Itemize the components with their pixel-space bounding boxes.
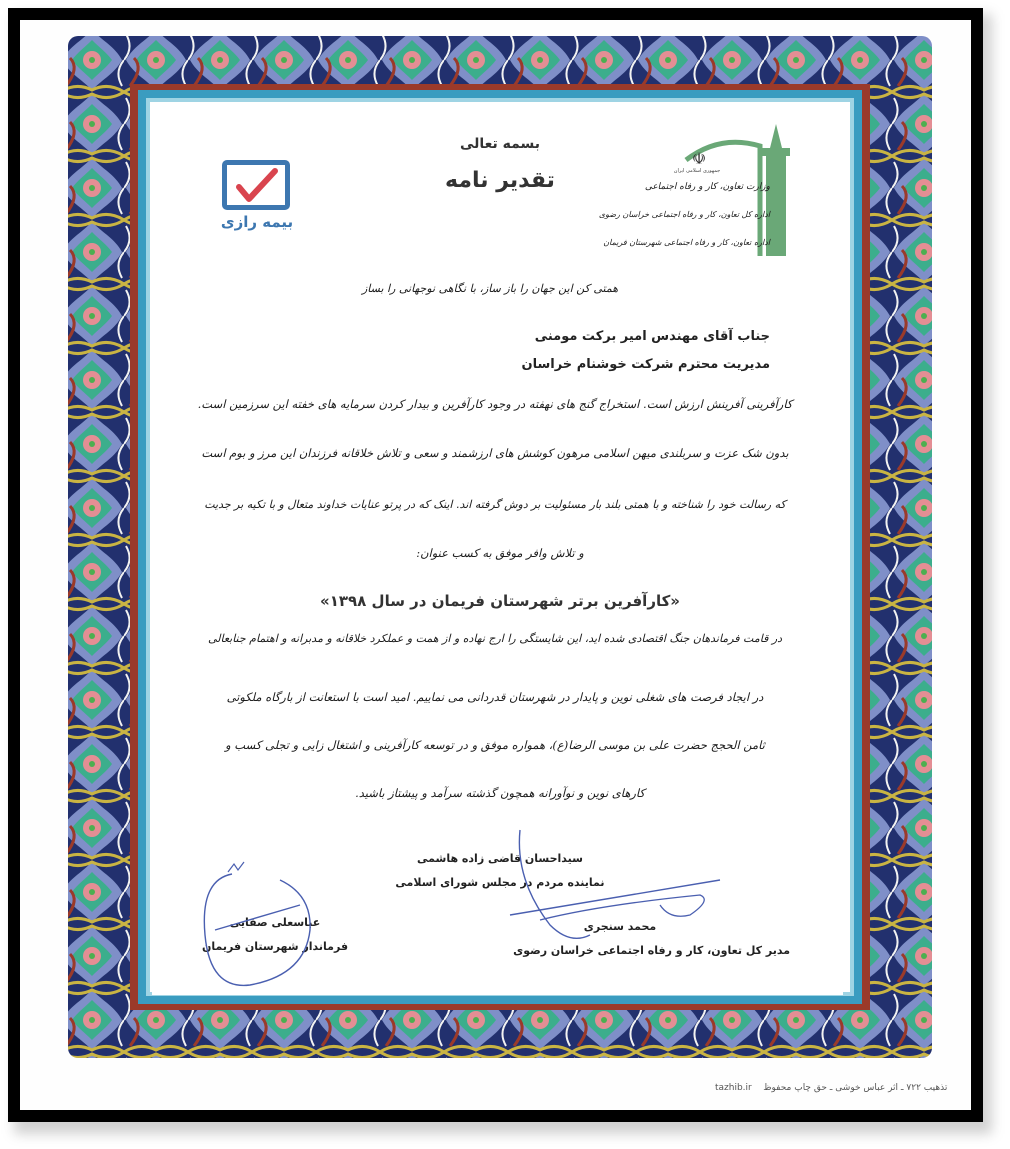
checkmark-icon [227, 165, 285, 205]
closing-line: ثامن الحجج حضرت علی بن موسی الرضا(ع)، همواره موفق و در توسعه کارآفرینی و اشتغال زایی و تجلی کسب و [225, 738, 765, 752]
ministry-line: اداره تعاون، کار و رفاه اجتماعی شهرستان فریمان [603, 238, 770, 247]
razi-insurance-logo [222, 160, 290, 210]
signatory-name: سیداحسان قاضی زاده هاشمی [417, 852, 583, 865]
signatory-name: عباسعلی صفایی [229, 916, 321, 929]
signatory-title: مدیر کل تعاون، کار و رفاه اجتماعی خراسان رضوی [513, 944, 790, 957]
closing-line: در قامت فرماندهان جنگ اقتصادی شده اید، این شایستگی را ارج نهاده و از همت و عملکرد خلاقانه و مدبرانه و اهتمام جنابعالی [207, 632, 783, 645]
ministry-line: وزارت تعاون، کار و رفاه اجتماعی [644, 182, 770, 192]
certificate-title: تقدیر نامه [445, 168, 555, 193]
recipient-company: مدیریت محترم شرکت خوشنام خراسان [521, 357, 770, 372]
footer-text: تذهیب ۷۲۲ ـ اثر عباس خوشی ـ حق چاپ محفوظ [763, 1083, 948, 1093]
iran-emblem-icon: ☫ [691, 149, 707, 168]
recipient-name: جناب آقای مهندس امیر برکت مومنی [534, 329, 770, 344]
signatory-name: محمد سنجری [583, 920, 657, 933]
invocation: بسمه تعالی [459, 136, 541, 152]
award-title: «کارآفرین برتر شهرستان فریمان در سال ۱۳۹۸» [320, 592, 680, 610]
closing-line: در ایجاد فرصت های شغلی نوین و پایدار در شهرستان قدردانی می نماییم. امید است با استعانت از بارگاه ملکوتی [226, 690, 764, 704]
footer-credit [715, 1083, 947, 1093]
epigraph: همتی کن این جهان را باز ساز، با نگاهی نوجهانی را بساز [361, 282, 618, 295]
emblem-caption: جمهوری اسلامی ایران [673, 168, 721, 174]
paragraph-line: کارآفرینی آفرینش ارزش است. استخراج گنج های نهفته در وجود کارآفرین و بیدار کردن سرمایه های خفته این سرزمین است. [197, 397, 793, 411]
logo-text: بیمه رازی [220, 213, 294, 231]
signatory-title: نماینده مردم در مجلس شورای اسلامی [395, 876, 605, 889]
ministry-line: اداره کل تعاون، کار و رفاه اجتماعی خراسان رضوی [598, 210, 770, 219]
footer-site: tazhib.ir [715, 1083, 752, 1093]
closing-line: کارهای نوین و نوآورانه همچون گذشته سرآمد و پیشتاز باشید. [355, 786, 645, 800]
paragraph-line: بدون شک عزت و سربلندی میهن اسلامی مرهون کوشش های ارزشمند و سعی و تلاش خلاقانه فرزندان این مرز و بوم است [201, 446, 789, 460]
paragraph-line: و تلاش وافر موفق به کسب عنوان: [416, 546, 584, 560]
signatory-title: فرماندار شهرستان فریمان [201, 940, 349, 953]
paragraph-line: که رسالت خود را شناخته و با همتی بلند بار مسئولیت بر دوش گرفته اند. اینک که در پرتو عنایات خداوند متعال و با تکیه بر جدیت [204, 498, 786, 511]
